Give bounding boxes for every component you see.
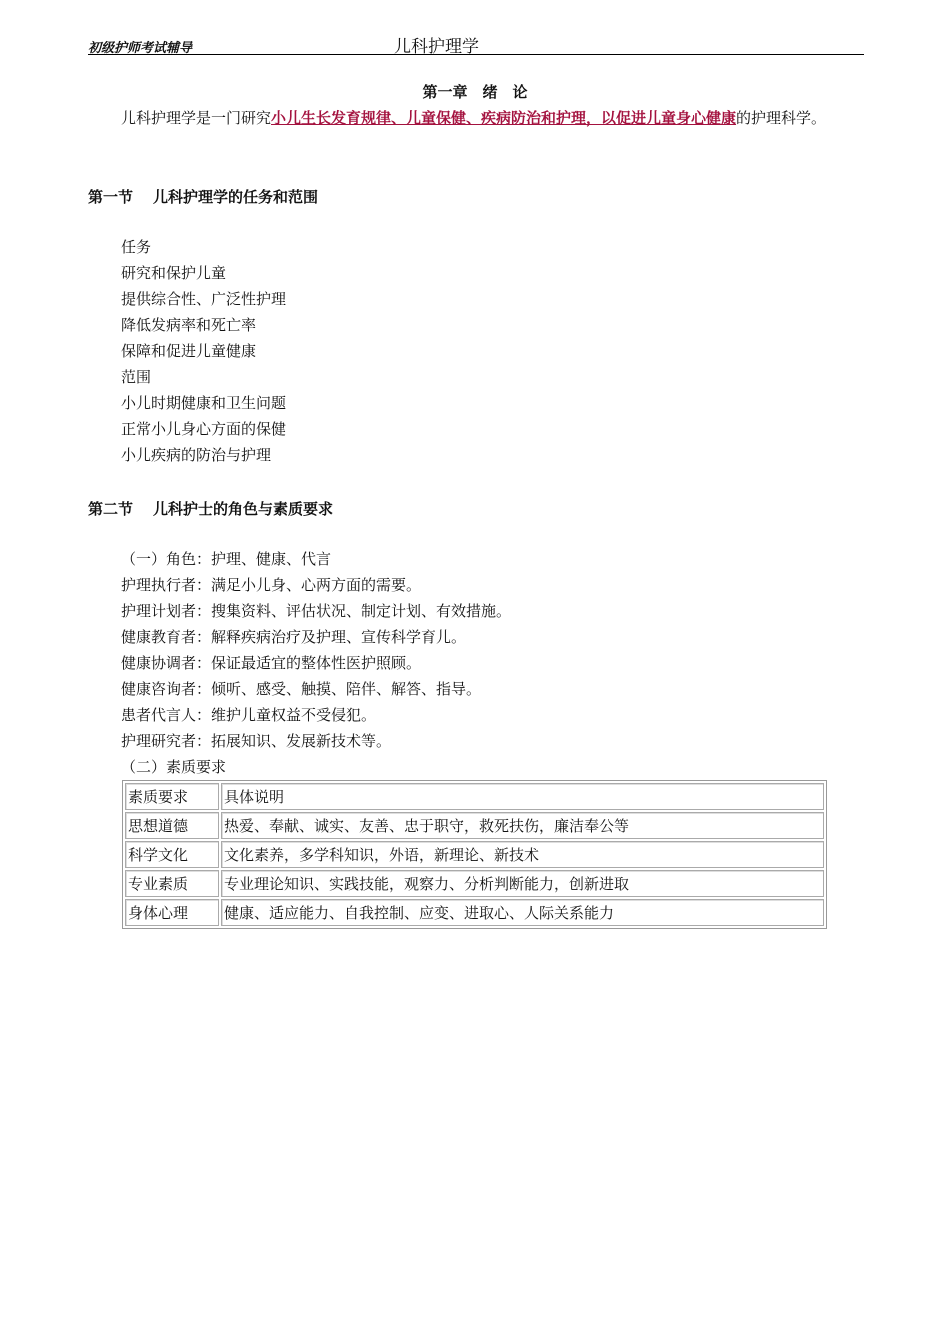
table-cell: 文化素养，多学科知识，外语，新理论、新技术 bbox=[221, 841, 824, 868]
quality-requirements-table bbox=[122, 780, 827, 929]
table-cell: 思想道德 bbox=[125, 812, 219, 839]
table-row bbox=[125, 899, 824, 926]
section1-title: 儿科护理学的任务和范围 bbox=[153, 188, 319, 206]
list-item: 研究和保护儿童 bbox=[121, 264, 227, 282]
table-cell: 身体心理 bbox=[125, 899, 219, 926]
table-cell: 健康、适应能力、自我控制、应变、进取心、人际关系能力 bbox=[221, 899, 824, 926]
list-item: 正常小儿身心方面的保健 bbox=[121, 420, 287, 438]
section2-number: 第二节 bbox=[88, 500, 134, 518]
section1-heading bbox=[88, 186, 318, 207]
list-item: 任务 bbox=[121, 238, 152, 256]
list-item: 范围 bbox=[121, 368, 152, 386]
chapter-intro-paragraph bbox=[88, 105, 864, 131]
list-item: 护理执行者：满足小儿身、心两方面的需要。 bbox=[121, 576, 422, 594]
intro-text-after: 的护理科学。 bbox=[736, 109, 827, 127]
list-item: 健康教育者：解释疾病治疗及护理、宣传科学育儿。 bbox=[121, 628, 467, 646]
table-row bbox=[125, 870, 824, 897]
list-item: 提供综合性、广泛性护理 bbox=[121, 290, 287, 308]
section2-heading bbox=[88, 498, 333, 519]
intro-highlight: 小儿生长发育规律、儿童保健、疾病防治和护理，以促进儿童身心健康 bbox=[271, 109, 737, 127]
table-row bbox=[125, 841, 824, 868]
section2-title: 儿科护士的角色与素质要求 bbox=[153, 500, 334, 518]
page-header bbox=[88, 30, 864, 55]
list-item: 小儿时期健康和卫生问题 bbox=[121, 394, 287, 412]
list-item: 护理研究者：拓展知识、发展新技术等。 bbox=[121, 732, 392, 750]
table-header-row bbox=[125, 783, 824, 810]
list-item: 降低发病率和死亡率 bbox=[121, 316, 257, 334]
table-cell: 专业素质 bbox=[125, 870, 219, 897]
list-item: 患者代言人：维护儿童权益不受侵犯。 bbox=[121, 706, 377, 724]
table-row bbox=[125, 812, 824, 839]
chapter-title: 第一章 绪 论 bbox=[422, 83, 528, 101]
section1-list bbox=[121, 234, 286, 468]
intro-text-before: 儿科护理学是一门研究 bbox=[121, 109, 272, 127]
list-item: （一）角色：护理、健康、代言 bbox=[121, 550, 332, 568]
table-cell: 专业理论知识、实践技能，观察力、分析判断能力，创新进取 bbox=[221, 870, 824, 897]
section2-list bbox=[121, 546, 511, 780]
list-item: 健康协调者：保证最适宜的整体性医护照顾。 bbox=[121, 654, 422, 672]
list-item: 保障和促进儿童健康 bbox=[121, 342, 257, 360]
list-item: 护理计划者：搜集资料、评估状况、制定计划、有效措施。 bbox=[121, 602, 512, 620]
table-header-cell: 具体说明 bbox=[221, 783, 824, 810]
table-cell: 科学文化 bbox=[125, 841, 219, 868]
section1-number: 第一节 bbox=[88, 188, 134, 206]
list-item: （二）素质要求 bbox=[121, 758, 227, 776]
header-course-label: 初级护师考试辅导 bbox=[88, 41, 193, 56]
table-header-cell: 素质要求 bbox=[125, 783, 219, 810]
list-item: 小儿疾病的防治与护理 bbox=[121, 446, 272, 464]
list-item: 健康咨询者：倾听、感受、触摸、陪伴、解答、指导。 bbox=[121, 680, 482, 698]
header-subject-title: 儿科护理学 bbox=[394, 37, 479, 57]
table-cell: 热爱、奉献、诚实、友善、忠于职守，救死扶伤，廉洁奉公等 bbox=[221, 812, 824, 839]
